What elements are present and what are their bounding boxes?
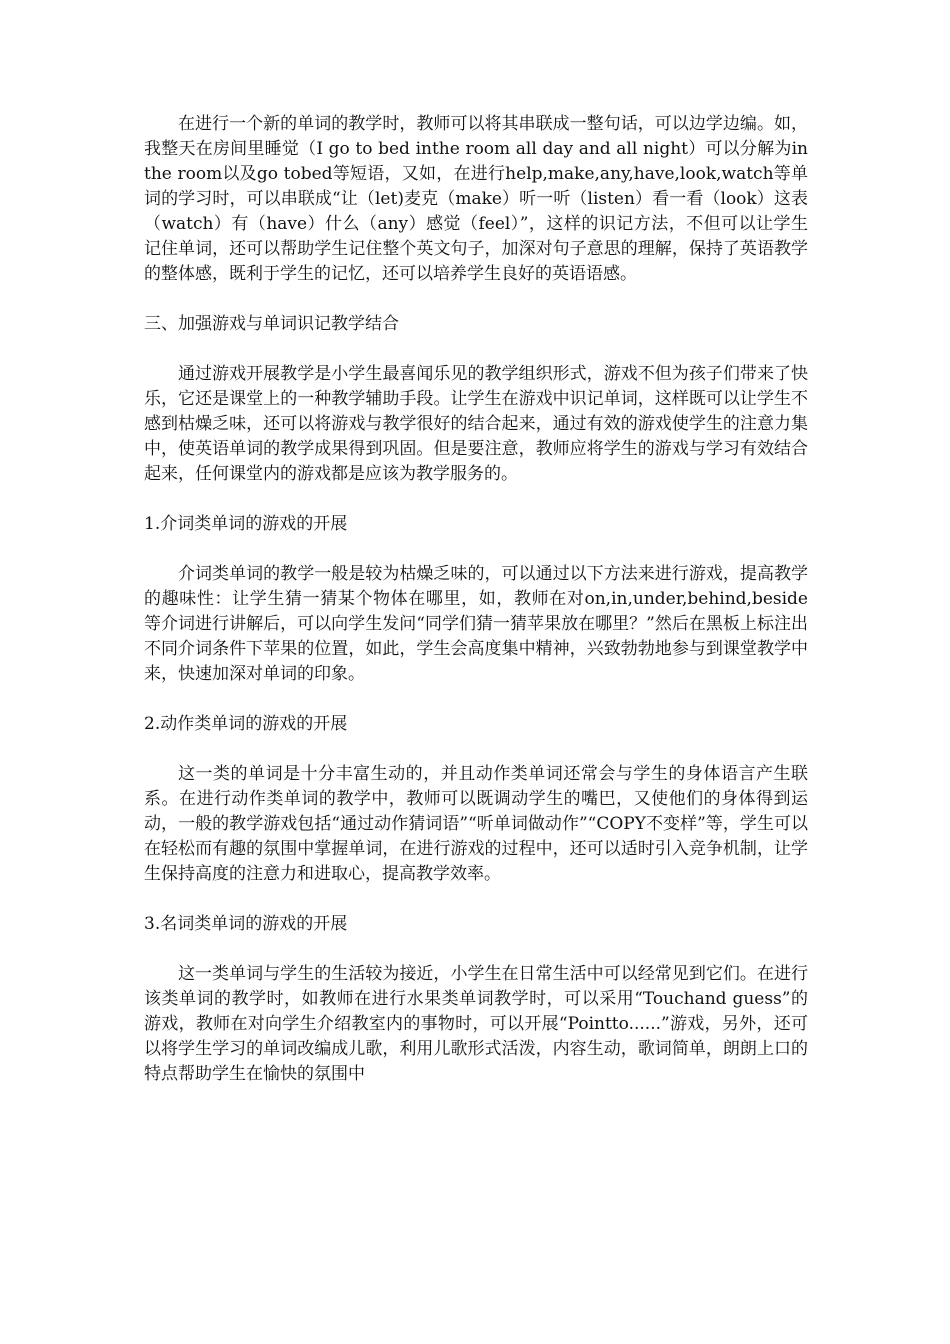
subheading-nouns: 3.名词类单词的游戏的开展 bbox=[144, 914, 348, 934]
document-page bbox=[144, 112, 808, 1112]
paragraph-games-intro: 通过游戏开展教学是小学生最喜闻乐见的教学组织形式，游戏不但为孩子们带来了快乐，它还是课堂上的一种教学辅助手段。让学生在游戏中识记单词，这样既可以让学生不感到枯燥乏味，还可以将游戏与教学很好的结合起来，通过有效的游戏使学生的注意力集中，使英语单词的教学成果得到巩固。但是要注意，教师应将学生的游戏与学习有效结合起来，任何课堂内的游戏都是应该为教学服务的。 bbox=[144, 364, 808, 484]
paragraph-prepositions: 介词类单词的教学一般是较为枯燥乏味的，可以通过以下方法来进行游戏，提高教学的趣味性：让学生猜一猜某个物体在哪里，如，教师在对on,in,under,behind,beside等介词进行讲解后，可以向学生发问“同学们猜一猜苹果放在哪里？”然后在黑板上标注出不同介词条件下苹果的位置，如此，学生会高度集中精神，兴致勃勃地参与到课堂教学中来，快速加深对单词的印象。 bbox=[144, 564, 808, 684]
subheading-action-words: 2.动作类单词的游戏的开展 bbox=[144, 714, 348, 734]
paragraph-nouns: 这一类单词与学生的生活较为接近，小学生在日常生活中可以经常见到它们。在进行该类单词的教学时，如教师在进行水果类单词教学时，可以采用“Touchand guess”的游戏，教师在对向学生介绍教室内的事物时，可以开展“Pointto......”游戏，另外，还可以将学生学习的单词改编成儿歌，利用儿歌形式活泼，内容生动，歌词简单，朗朗上口的特点帮助学生在愉快的氛围中 bbox=[144, 964, 808, 1084]
subheading-prepositions: 1.介词类单词的游戏的开展 bbox=[144, 514, 348, 534]
paragraph-action-words: 这一类的单词是十分丰富生动的，并且动作类单词还常会与学生的身体语言产生联系。在进行动作类单词的教学中，教师可以既调动学生的嘴巴，又使他们的身体得到运动，一般的教学游戏包括“通过动作猜词语”“听单词做动作”“COPY不变样”等，学生可以在轻松而有趣的氛围中掌握单词，在进行游戏的过程中，还可以适时引入竞争机制，让学生保持高度的注意力和进取心，提高教学效率。 bbox=[144, 764, 808, 884]
paragraph-word-chaining: 在进行一个新的单词的教学时，教师可以将其串联成一整句话，可以边学边编。如，我整天在房间里睡觉（I go to bed inthe room all day and all night）可以分解为in the room以及go tobed等短语，又如，在进行help,make,any,have,look,watch等单词的学习时，可以串联成“让（let)麦克（make）听一听（listen）看一看（look）这表（watch）有（have）什么（any）感觉（feel）”，这样的识记方法，不但可以让学生记住单词，还可以帮助学生记住整个英文句子，加深对句子意思的理解，保持了英语教学的整体感，既利于学生的记忆，还可以培养学生良好的英语语感。 bbox=[144, 114, 808, 284]
section-heading-games: 三、加强游戏与单词识记教学结合 bbox=[144, 314, 399, 334]
